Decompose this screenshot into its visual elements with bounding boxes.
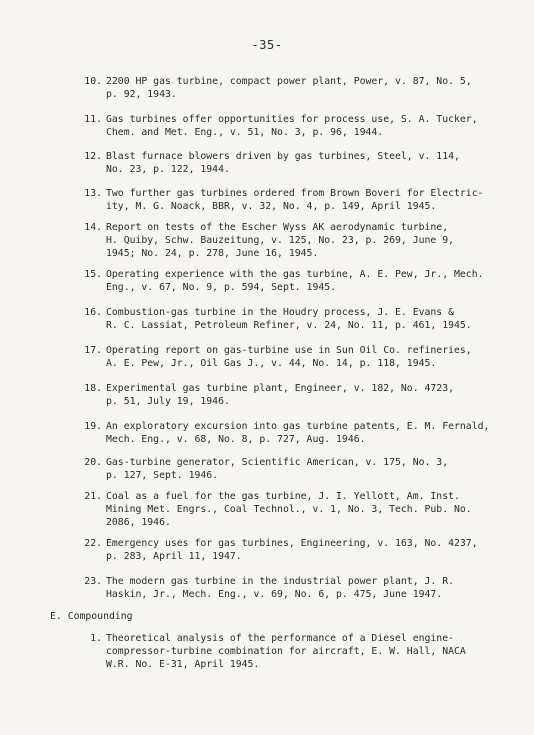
reference-line: p. 283, April 11, 1947. (106, 551, 242, 562)
reference-line: 1945; No. 24, p. 278, June 16, 1945. (106, 248, 319, 259)
reference-number: 16. (84, 307, 102, 318)
reference-line: p. 51, July 19, 1946. (106, 396, 230, 407)
reference-text (106, 150, 516, 176)
reference-line: Two further gas turbines ordered from Brown Boveri for Electric- (106, 188, 484, 199)
reference-text (106, 221, 516, 260)
reference-line: Combustion-gas turbine in the Houdry process, J. E. Evans & (106, 307, 454, 318)
reference-line: Gas-turbine generator, Scientific American, v. 175, No. 3, (106, 457, 449, 468)
reference-line: compressor-turbine combination for aircraft, E. W. Hall, NACA (106, 646, 466, 657)
reference-number: 18. (84, 383, 102, 394)
reference-number: 1. (90, 633, 102, 644)
reference-line: Mining Met. Engrs., Coal Technol., v. 1, No. 3, Tech. Pub. No. (106, 504, 472, 515)
reference-text (106, 344, 516, 370)
reference-line: Eng., v. 67, No. 9, p. 594, Sept. 1945. (106, 282, 337, 293)
reference-line: ity, M. G. Noack, BBR, v. 32, No. 4, p. 149, April 1945. (106, 201, 437, 212)
reference-line: Report on tests of the Escher Wyss AK aerodynamic turbine, (106, 222, 449, 233)
reference-number: 14. (84, 222, 102, 233)
reference-text (106, 382, 516, 408)
reference-text (106, 575, 516, 601)
reference-line: p. 127, Sept. 1946. (106, 470, 219, 481)
page-number: -35- (251, 38, 283, 52)
reference-text (106, 268, 516, 294)
reference-number: 13. (84, 188, 102, 199)
reference-number: 21. (84, 491, 102, 502)
reference-text (106, 632, 516, 671)
reference-text (106, 456, 516, 482)
reference-line: Gas turbines offer opportunities for process use, S. A. Tucker, (106, 114, 478, 125)
reference-line: 2086, 1946. (106, 517, 171, 528)
reference-text (106, 306, 516, 332)
reference-line: Haskin, Jr., Mech. Eng., v. 69, No. 6, p. 475, June 1947. (106, 589, 443, 600)
reference-line: Coal as a fuel for the gas turbine, J. I. Yellott, Am. Inst. (106, 491, 460, 502)
reference-line: The modern gas turbine in the industrial power plant, J. R. (106, 576, 454, 587)
reference-number: 22. (84, 538, 102, 549)
reference-number: 17. (84, 345, 102, 356)
reference-text (106, 113, 516, 139)
reference-number: 11. (84, 114, 102, 125)
reference-number: 19. (84, 421, 102, 432)
reference-line: p. 92, 1943. (106, 89, 177, 100)
reference-line: Operating experience with the gas turbine, A. E. Pew, Jr., Mech. (106, 269, 484, 280)
reference-line: Operating report on gas-turbine use in Sun Oil Co. refineries, (106, 345, 472, 356)
reference-number: 15. (84, 269, 102, 280)
reference-line: A. E. Pew, Jr., Oil Gas J., v. 44, No. 14, p. 118, 1945. (106, 358, 437, 369)
reference-number: 12. (84, 151, 102, 162)
reference-text (106, 187, 516, 213)
reference-text (106, 75, 516, 101)
reference-line: Blast furnace blowers driven by gas turbines, Steel, v. 114, (106, 151, 460, 162)
reference-line: Chem. and Met. Eng., v. 51, No. 3, p. 96, 1944. (106, 127, 384, 138)
reference-line: H. Quiby, Schw. Bauzeitung, v. 125, No. 23, p. 269, June 9, (106, 235, 454, 246)
reference-line: W.R. No. E-31, April 1945. (106, 659, 260, 670)
reference-number: 20. (84, 457, 102, 468)
reference-line: An exploratory excursion into gas turbine patents, E. M. Fernald, (106, 421, 490, 432)
reference-text (106, 420, 516, 446)
reference-line: No. 23, p. 122, 1944. (106, 164, 230, 175)
section-heading: E. Compounding (50, 611, 133, 622)
reference-line: Experimental gas turbine plant, Engineer, v. 182, No. 4723, (106, 383, 454, 394)
reference-line: Theoretical analysis of the performance of a Diesel engine- (106, 633, 454, 644)
reference-number: 10. (84, 76, 102, 87)
reference-number: 23. (84, 576, 102, 587)
reference-text (106, 537, 516, 563)
reference-text (106, 490, 516, 529)
reference-line: Mech. Eng., v. 68, No. 8, p. 727, Aug. 1946. (106, 434, 366, 445)
reference-line: 2200 HP gas turbine, compact power plant, Power, v. 87, No. 5, (106, 76, 472, 87)
reference-line: Emergency uses for gas turbines, Engineering, v. 163, No. 4237, (106, 538, 478, 549)
reference-line: R. C. Lassiat, Petroleum Refiner, v. 24, No. 11, p. 461, 1945. (106, 320, 472, 331)
